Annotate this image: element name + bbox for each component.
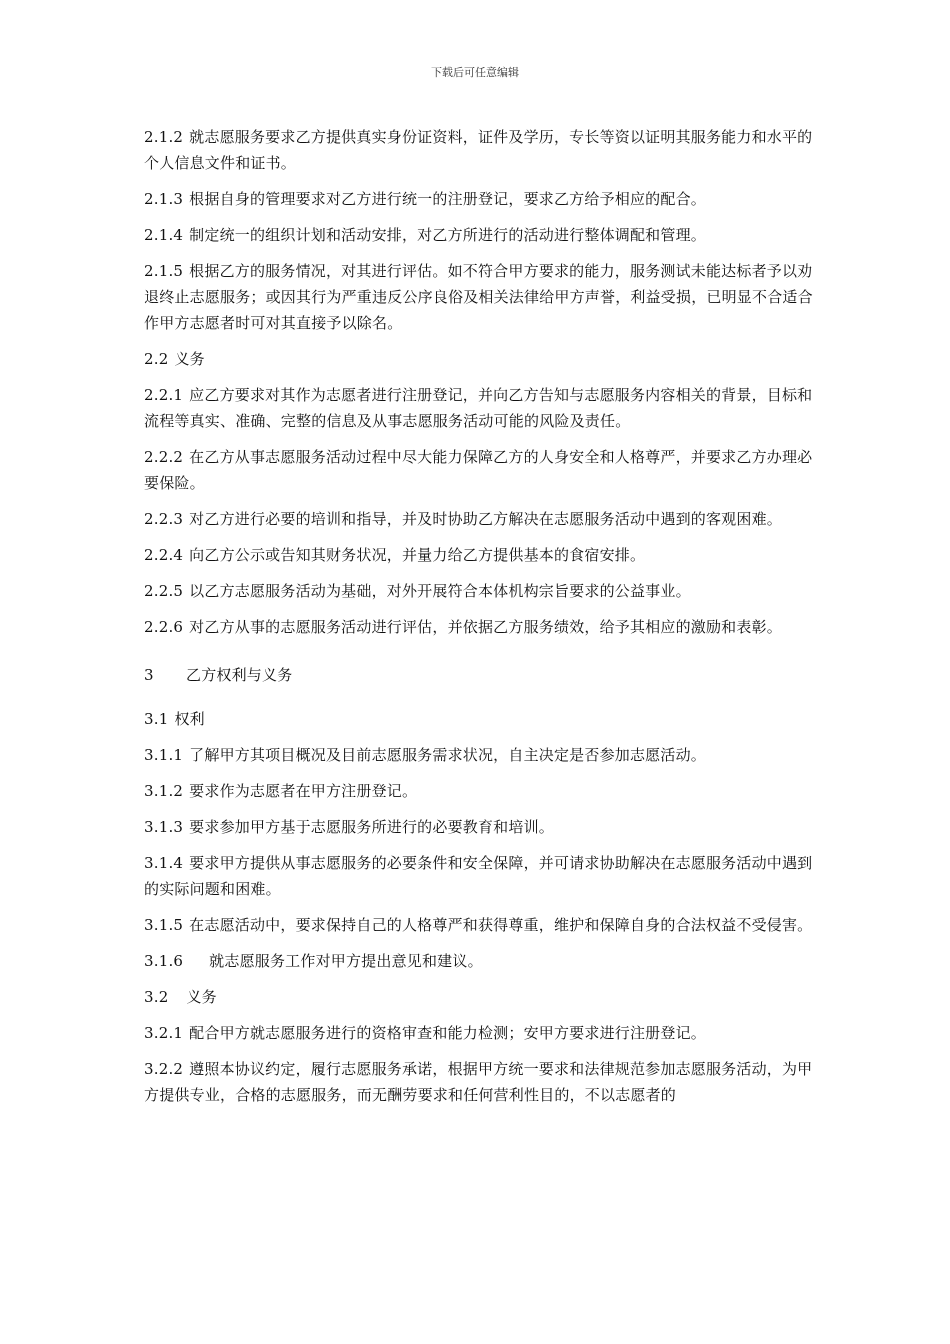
clause-3-1-4 — [144, 850, 816, 902]
clause-number: 2.1.5 — [144, 262, 184, 280]
clause-text: 要求甲方提供从事志愿服务的必要条件和安全保障，并可请求协助解决在志愿服务活动中遇到的实际问题和困难。 — [144, 854, 813, 898]
clause-number: 3.1.1 — [144, 746, 184, 764]
section-number: 3.1 — [144, 710, 169, 728]
clause-number: 3.2.1 — [144, 1024, 184, 1042]
clause-text: 在志愿活动中，要求保持自己的人格尊严和获得尊重，维护和保障自身的合法权益不受侵害。 — [189, 916, 813, 934]
clause-text: 根据乙方的服务情况，对其进行评估。如不符合甲方要求的能力，服务测试未能达标者予以劝退终止志愿服务；或因其行为严重违反公序良俗及相关法律给甲方声誉，利益受损，已明显不合适合作甲方志愿者时可对其直接予以除名。 — [144, 262, 813, 332]
clause-number: 3.1.6 — [144, 952, 184, 970]
clause-2-1-3 — [144, 186, 816, 212]
clause-text: 制定统一的组织计划和活动安排，对乙方所进行的活动进行整体调配和管理。 — [189, 226, 706, 244]
clause-text: 遵照本协议约定，履行志愿服务承诺，根据甲方统一要求和法律规范参加志愿服务活动，为甲方提供专业，合格的志愿服务，而无酬劳要求和任何营利性目的，不以志愿者的 — [144, 1060, 813, 1104]
clause-text: 要求作为志愿者在甲方注册登记。 — [189, 782, 418, 800]
clause-number: 3.1.2 — [144, 782, 184, 800]
clause-3-2-2 — [144, 1056, 816, 1108]
clause-2-2-6 — [144, 614, 816, 640]
section-title: 权利 — [174, 710, 205, 728]
clause-number: 2.1.2 — [144, 128, 184, 146]
clause-2-1-5 — [144, 258, 816, 336]
clause-number: 3.1.3 — [144, 818, 184, 836]
clause-number: 2.2.4 — [144, 546, 184, 564]
clause-text: 应乙方要求对其作为志愿者进行注册登记，并向乙方告知与志愿服务内容相关的背景，目标和流程等真实、准确、完整的信息及从事志愿服务活动可能的风险及责任。 — [144, 386, 813, 430]
clause-3-1-3 — [144, 814, 816, 840]
clause-text: 向乙方公示或告知其财务状况，并量力给乙方提供基本的食宿安排。 — [189, 546, 646, 564]
section-3-1 — [144, 706, 816, 732]
clause-2-2-2 — [144, 444, 816, 496]
clause-number: 3.2.2 — [144, 1060, 184, 1078]
clause-number: 2.2.2 — [144, 448, 184, 466]
chapter-3-heading — [144, 662, 816, 688]
clause-3-1-1 — [144, 742, 816, 768]
section-number: 2.2 — [144, 350, 169, 368]
chapter-title: 乙方权利与义务 — [186, 666, 293, 684]
clause-text: 就志愿服务要求乙方提供真实身份证资料，证件及学历，专长等资以证明其服务能力和水平的个人信息文件和证书。 — [144, 128, 813, 172]
clause-text: 在乙方从事志愿服务活动过程中尽大能力保障乙方的人身安全和人格尊严，并要求乙方办理必要保险。 — [144, 448, 813, 492]
clause-text: 对乙方从事的志愿服务活动进行评估，并依据乙方服务绩效，给予其相应的激励和表彰。 — [189, 618, 782, 636]
clause-number: 3.1.4 — [144, 854, 184, 872]
clause-text: 对乙方进行必要的培训和指导，并及时协助乙方解决在志愿服务活动中遇到的客观困难。 — [189, 510, 782, 528]
section-title: 义务 — [174, 350, 205, 368]
clause-number: 3.1.5 — [144, 916, 184, 934]
clause-3-2-1 — [144, 1020, 816, 1046]
clause-number: 2.2.5 — [144, 582, 184, 600]
clause-number: 2.2.1 — [144, 386, 184, 404]
chapter-number: 3 — [144, 666, 154, 684]
clause-text: 配合甲方就志愿服务进行的资格审查和能力检测；安甲方要求进行注册登记。 — [189, 1024, 706, 1042]
clause-3-1-2 — [144, 778, 816, 804]
clause-text: 以乙方志愿服务活动为基础，对外开展符合本体机构宗旨要求的公益事业。 — [189, 582, 691, 600]
clause-2-2-1 — [144, 382, 816, 434]
clause-text: 要求参加甲方基于志愿服务所进行的必要教育和培训。 — [189, 818, 554, 836]
clause-3-1-6 — [144, 948, 816, 974]
page-header: 下载后可任意编辑 — [431, 66, 519, 79]
clause-number: 2.1.4 — [144, 226, 184, 244]
clause-2-2-3 — [144, 506, 816, 532]
clause-text: 了解甲方其项目概况及目前志愿服务需求状况，自主决定是否参加志愿活动。 — [189, 746, 706, 764]
document-body — [144, 124, 816, 1118]
clause-2-1-2 — [144, 124, 816, 176]
clause-text: 就志愿服务工作对甲方提出意见和建议。 — [209, 952, 483, 970]
clause-2-2-4 — [144, 542, 816, 568]
clause-number: 2.2.3 — [144, 510, 184, 528]
section-title: 义务 — [186, 988, 217, 1006]
section-2-2 — [144, 346, 816, 372]
clause-number: 2.1.3 — [144, 190, 184, 208]
clause-2-1-4 — [144, 222, 816, 248]
clause-3-1-5 — [144, 912, 816, 938]
clause-text: 根据自身的管理要求对乙方进行统一的注册登记，要求乙方给予相应的配合。 — [189, 190, 706, 208]
section-3-2 — [144, 984, 816, 1010]
section-number: 3.2 — [144, 988, 169, 1006]
clause-2-2-5 — [144, 578, 816, 604]
clause-number: 2.2.6 — [144, 618, 184, 636]
